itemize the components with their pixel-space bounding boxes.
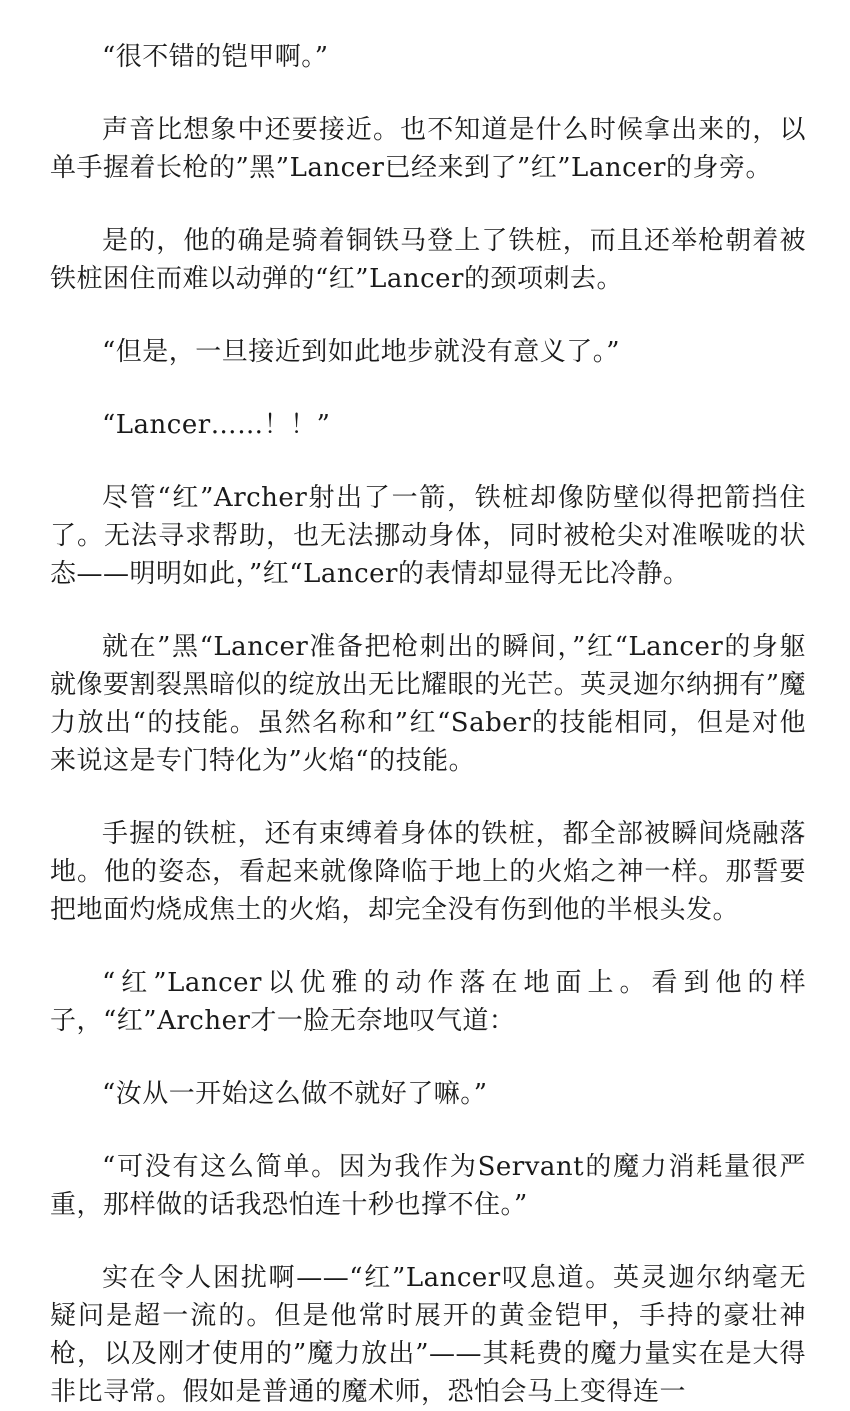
paragraph-9: “红”Lancer以优雅的动作落在地面上。看到他的样子，“红”Archer才一脸无奈地叹气道： xyxy=(50,968,806,1036)
paragraph-6: 尽管“红”Archer射出了一箭，铁桩却像防壁似得把箭挡住了。无法寻求帮助，也无法挪动身体，同时被枪尖对准喉咙的状态——明明如此，”红“Lancer的表情却显得无比冷静。 xyxy=(50,483,806,589)
paragraph-3: 是的，他的确是骑着铜铁马登上了铁桩，而且还举枪朝着被铁桩困住而难以动弹的“红”Lancer的颈项刺去。 xyxy=(50,226,806,294)
paragraph-7: 就在”黑“Lancer准备把枪刺出的瞬间，”红“Lancer的身躯就像要割裂黑暗似的绽放出无比耀眼的光芒。英灵迦尔纳拥有”魔力放出“的技能。虽然名称和”红“Saber的技能相同，但是对他来说这是专门特化为”火焰“的技能。 xyxy=(50,632,806,776)
paragraph-2: 声音比想象中还要接近。也不知道是什么时候拿出来的，以单手握着长枪的”黑”Lancer已经来到了”红”Lancer的身旁。 xyxy=(50,115,806,183)
paragraph-4: “但是，一旦接近到如此地步就没有意义了。” xyxy=(102,337,621,367)
paragraph-10: “汝从一开始这么做不就好了嘛。” xyxy=(102,1079,488,1109)
paragraph-11: “可没有这么简单。因为我作为Servant的魔力消耗量很严重，那样做的话我恐怕连十秒也撑不住。” xyxy=(50,1152,806,1220)
paragraph-1: “很不错的铠甲啊。” xyxy=(102,42,329,72)
paragraph-12: 实在令人困扰啊——“红”Lancer叹息道。英灵迦尔纳毫无疑问是超一流的。但是他常时展开的黄金铠甲，手持的豪壮神枪，以及刚才使用的”魔力放出”——其耗费的魔力量实在是大得非比寻常。假如是普通的魔术师，恐怕会马上变得连一 xyxy=(50,1263,806,1407)
paragraph-8: 手握的铁桩，还有束缚着身体的铁桩，都全部被瞬间烧融落地。他的姿态，看起来就像降临于地上的火焰之神一样。那誓要把地面灼烧成焦土的火焰，却完全没有伤到他的半根头发。 xyxy=(50,819,806,925)
paragraph-5: “Lancer……！！” xyxy=(102,410,331,440)
